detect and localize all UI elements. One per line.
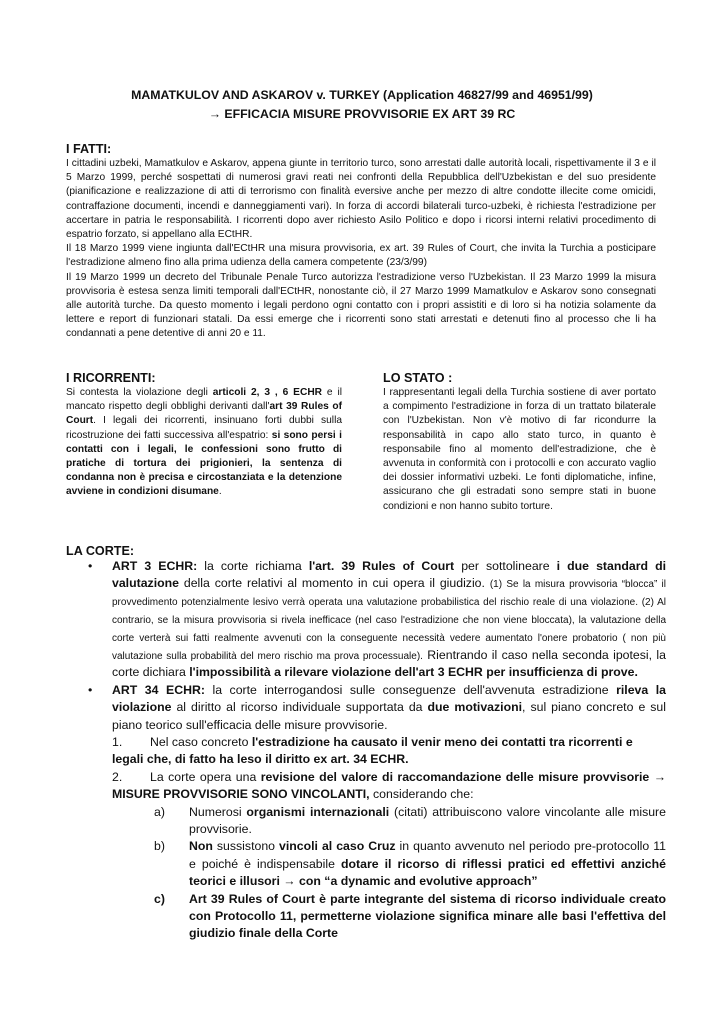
corte-bullet-art3: • ART 3 ECHR: la corte richiama l'art. 39 Rules of Court per sottolineare i due standard di valutazione della corte relativi al momento in cui opera il giudizio. (1) Se la misura provvisoria “blocca” il provvedimento potenzialmente lesivo verrà operata una valutazione probabilistica del rischio reale di una violazione. (2) Al contrario, se la misura provvisoria si rivela inefficace (nel caso l'estradizione che non viene bloccata), la valutazione della corte verterà sui fatti realmente avvenuti con la conseguente necessità vedere aumentato l'onere probatorio ( non più valutazione sulla probabilità del mero rischio ma prova processuale). Rientrando il caso nella seconda ipotesi, la corte dichiara l'impossibilità a rilevare violazione dell'art 3 ECHR per insufficienza di prove. [88,559,667,680]
corte-sub-c: c) Art 39 Rules of Court è parte integrante del sistema di ricorso individuale creato con Protocollo 11, permetterne violazione significa minare alle basi l'effettiva del giudizio finale della Corte [154,891,666,941]
fatti-paragraph-3: Il 19 Marzo 1999 un decreto del Tribunale Penale Turco autorizza l'estradizione verso l'Uzbekistan. Il 23 Marzo 1999 la misura provvisoria è estesa senza limiti temporali dall'ECtHR, nonostante ciò, il 27 Marzo 1999 Mamatkulov e Askarov sono consegnati alle autorità turche. Da questo momento i legali perdono ogni contatto con i propri assistiti e di loro si ha notizia solamente da lettere e report di funzionari statali. Da essi emerge che i ricorrenti sono stati arrestati e detenuti fino al processo che li ha condannati a pene detentive di anni 20 e 11. [66,271,656,340]
fatti-paragraph-2: Il 18 Marzo 1999 viene ingiunta dall'ECtHR una misura provvisoria, ex art. 39 Rules of Court, che invita la Turchia a posticipare l'estradizione almeno fino alla prima udienza della camera competente (23/3/99) [66,243,656,269]
number-label: 1. [112,735,123,750]
ricorrenti-heading: I RICORRENTI: [66,371,156,385]
corte-numbered-2: 2. La corte opera una revisione del valore di raccomandazione delle misure provvisorie → MISURE PROVVISORIE SONO VINCOLANTI, considerando che: [112,769,666,802]
corte-sub-b: b) Non sussistono vincoli al caso Cruz in quanto avvenuto nel periodo pre-protocollo 11 e poiché è indispensabile dotare il ricorso di riflessi pratici ed effettivi anziché teorici e illusori → con “a dynamic and evolutive approach” [154,839,667,889]
corte-section [66,558,666,943]
ricorrenti-section [66,386,342,500]
corte-numbered-1: 1. Nel caso concreto l'estradizione ha causato il venir meno dei contatti tra ricorrenti e legali che, di fatto ha leso il diritto ex art. 34 ECHR. [112,735,633,767]
corte-bullet-art34: • ART 34 ECHR: la corte interrogandosi sulle conseguenze dell'avvenuta estradizione rileva la violazione al diritto al ricorso individuale supportata da due motivazioni, sul piano concreto e sul piano teorico sull'efficacia delle misure provvisorie. [88,682,667,732]
stato-text: I rappresentanti legali della Turchia sostiene di aver portato a compimento l'estradizione in forza di un trattato bilaterale con l'Uzbekistan. Non v'è motivo di far ricondurre la responsabilità in capo allo stato turco, in quanto è responsabile fino al momento dell'estradizione, che è avvenuta in conformità con i protocolli e con accurato vaglio dei dossier informativi uzbeki. Le fonti diplomatiche, infine, assicurano che gli estradati sono sempre stati in buone condizioni e non hanno subito torture. [383,387,656,512]
sub-label-a: a) [154,804,165,819]
corte-sub-a: a) Numerosi organismi internazionali (citati) attribuiscono valore vincolante alle misure provvisorie. [154,804,666,837]
stato-heading: LO STATO : [383,371,453,385]
bullet-dot-icon: • [88,682,93,697]
sub-label-b: b) [154,839,165,854]
fatti-section [66,157,656,342]
document-title [0,86,724,124]
fatti-heading: I FATTI: [66,142,112,156]
number-label: 2. [112,769,123,784]
title-line-2: → EFFICACIA MISURE PROVVISORIE EX ART 39 RC [208,107,516,121]
corte-heading: LA CORTE: [66,544,135,558]
fatti-paragraph-1: I cittadini uzbeki, Mamatkulov e Askarov, appena giunte in territorio turco, sono arrestati dalle autorità locali, rispettivamente il 3 e il 5 Marzo 1999, perché sospettati di numerosi gravi reati nei confronti della Repubblica dell'Uzbekistan e del suo presidente (pianificazione e realizzazione di atti di terrorismo con finalità eversive anche per mezzo di altre condotte illecite come omicidi, contraffazione documenti, incendi e danneggiamenti vari). In forza di accordi bilaterali turco-uzbeki, è richiesta l'estradizione per accertare in patria le responsabilità. I ricorrenti dopo aver richiesto Asilo Politico e dopo i ricorsi interni relativi procedimento di espatrio forzato, si appellano alla ECtHR. [66,158,656,241]
art3-note: (1) Se la misura provvisoria “blocca” il provvedimento potenzialmente lesivo verrà operata una valutazione probabilistica del rischio reale di una violazione. (2) Al contrario, se la misura provvisoria si rivela inefficace (nel caso l'estradizione che non viene bloccata), la valutazione della corte verterà sui fatti realmente avvenuti con la conseguente necessità vedere aumentato l'onere probatorio ( non più valutazione sulla probabilità del mero rischio ma prova processuale). [112,579,666,662]
title-line-1: MAMATKULOV AND ASKAROV v. TURKEY (Application 46827/99 and 46951/99) [131,88,593,102]
ricorrenti-text: Si contesta la violazione degli articoli 2, 3 , 6 ECHR e il mancato rispetto degli obblighi derivanti dall'art 39 Rules of Court. I legali dei ricorrenti, insinuano forti dubbi sulla ricostruzione dei fatti successiva all'espatrio: si sono persi i contatti con i legali, le confessioni sono frutto di pratiche di tortura dei prigionieri, la sentenza di condanna non è precisa e circostanziata e la detenzione avviene in condizioni disumane. [66,387,342,498]
stato-section [383,386,656,514]
bullet-dot-icon: • [88,559,93,573]
sub-label-c: c) [154,891,165,906]
